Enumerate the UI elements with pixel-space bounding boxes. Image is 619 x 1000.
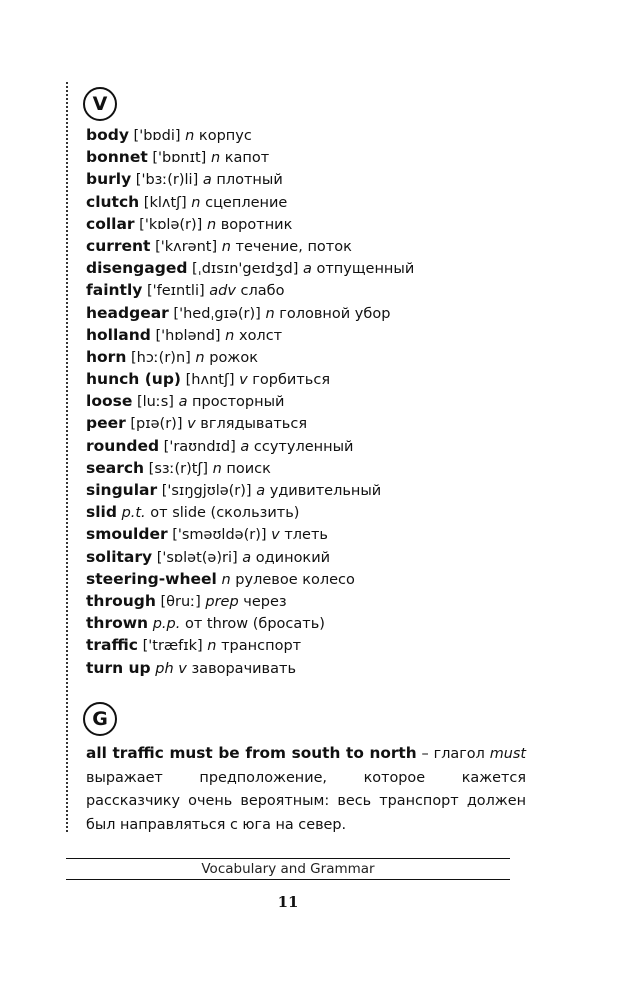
grammar-letter: G [92, 708, 108, 730]
vocab-translation: от slide (скользить) [145, 505, 300, 522]
vocab-word: loose [86, 392, 133, 411]
vocab-grammar-tag: n [212, 460, 222, 477]
vocab-word: faintly [86, 281, 143, 300]
vocab-transcription: ['hedˌgɪə(r)] [168, 305, 266, 322]
vocab-transcription: ['bɜː(r)li] [131, 172, 203, 189]
vocab-transcription: ['raʊndɪd] [159, 438, 241, 455]
vocab-translation: плотный [211, 172, 283, 189]
vocab-grammar-tag: p.t. [121, 505, 146, 522]
vocab-grammar-tag: n [221, 571, 231, 588]
page-number: 11 [277, 893, 299, 911]
vocab-transcription: ['kɒlə(r)] [134, 216, 207, 233]
vocab-entry [86, 279, 566, 301]
vocab-translation: отпущенный [311, 261, 415, 278]
vocab-word: singular [86, 481, 158, 499]
vocab-translation: течение, поток [230, 238, 352, 255]
vocab-entry [86, 479, 566, 501]
vocab-entry [86, 568, 566, 590]
vocab-translation: сцепление [200, 194, 288, 211]
vocab-word: horn [86, 347, 127, 366]
vocab-transcription: [pɪə(r)] [125, 416, 188, 433]
vocab-entry [86, 435, 566, 457]
vocab-entry [86, 191, 566, 213]
vocab-grammar-tag: n [210, 150, 221, 167]
vocab-translation: поиск [221, 460, 271, 477]
vocab-entry [86, 235, 566, 257]
vocab-translation: транспорт [216, 638, 302, 655]
vocab-grammar-tag: a [202, 172, 212, 189]
vocab-translation: через [238, 593, 287, 610]
vocab-grammar-tag: n [207, 638, 217, 655]
vocab-transcription: ['kʌrənt] [150, 238, 222, 255]
vocab-translation: капот [220, 150, 270, 167]
vocab-word: smoulder [86, 525, 168, 544]
vocab-transcription: ['træfɪk] [138, 638, 208, 655]
grammar-text-after: выражает предположение, которое кажется рассказчику очень вероятным: весь транспорт должен был направляться с юга на север. [86, 769, 526, 833]
vocabulary-section-badge [83, 87, 117, 121]
vocab-grammar-tag: a [302, 261, 312, 278]
vocab-entry [86, 457, 566, 479]
vocab-transcription: ['bɒnɪt] [147, 150, 211, 167]
grammar-italic-word: must [489, 746, 526, 762]
vocab-grammar-tag: n [265, 305, 275, 322]
vocab-word: rounded [86, 436, 160, 455]
vocab-word: solitary [86, 547, 153, 566]
vocab-entry [86, 302, 566, 324]
vocab-entry [86, 168, 566, 190]
vocab-translation: холст [234, 327, 283, 344]
vocab-translation: горбиться [247, 372, 331, 389]
grammar-text-before: – глагол [416, 746, 490, 762]
vocab-translation: ссутуленный [249, 438, 354, 455]
footer-rule-bottom [66, 879, 510, 880]
vocab-word: current [86, 236, 151, 255]
vocab-grammar-tag: v [239, 372, 248, 389]
vocab-transcription: ['sɒlət(ə)ri] [152, 549, 243, 566]
vocab-grammar-tag: adv [209, 283, 236, 300]
vocab-entry [86, 501, 566, 523]
vocab-entry [86, 612, 566, 634]
vocab-transcription: [hɔː(r)n] [126, 349, 196, 366]
vocab-entry [86, 257, 566, 279]
vocab-word: thrown [86, 614, 149, 633]
vocab-word: headgear [86, 303, 169, 322]
vocab-translation: удивительный [265, 483, 382, 499]
vocab-word: through [86, 591, 156, 610]
vocab-entry [86, 213, 566, 235]
vocab-entry [86, 590, 566, 612]
vocab-entry [86, 368, 566, 390]
vocab-grammar-tag: prep [205, 593, 239, 610]
vocabulary-list [86, 124, 566, 679]
vocab-word: collar [86, 214, 135, 233]
vocab-transcription: ['sməʊldə(r)] [167, 527, 272, 544]
vocab-word: body [86, 126, 129, 144]
dotted-margin-line [66, 82, 68, 832]
vocab-translation: корпус [194, 128, 252, 144]
vocab-entry [86, 390, 566, 412]
vocab-transcription: [sɜː(r)tʃ] [144, 460, 213, 477]
vocab-grammar-tag: a [242, 549, 252, 566]
vocab-transcription: ['bɒdi] [128, 128, 186, 144]
vocab-entry [86, 657, 566, 679]
vocab-grammar-tag: a [240, 438, 250, 455]
vocab-word: slid [86, 503, 117, 522]
vocab-transcription: [luːs] [132, 394, 179, 411]
vocab-grammar-tag: n [221, 238, 231, 255]
vocab-entry [86, 124, 566, 146]
vocab-transcription: [hʌntʃ] [181, 372, 240, 389]
vocab-transcription: [ˌdɪsɪn'geɪdʒd] [187, 261, 303, 278]
vocab-translation: от throw (бросать) [180, 616, 325, 633]
vocab-grammar-tag: v [187, 416, 196, 433]
grammar-section-badge [83, 702, 117, 736]
vocab-transcription: ['sɪŋgjʊlə(r)] [157, 483, 257, 499]
vocab-entry [86, 346, 566, 368]
vocab-word: burly [86, 170, 132, 189]
vocab-entry [86, 634, 566, 656]
grammar-note [86, 742, 526, 837]
vocab-transcription: ['hɒlənd] [150, 327, 226, 344]
vocab-translation: тлеть [279, 527, 328, 544]
vocab-grammar-tag: v [271, 527, 280, 544]
vocab-grammar-tag: a [256, 483, 266, 499]
vocab-translation: просторный [187, 394, 285, 411]
vocab-grammar-tag: n [225, 327, 235, 344]
vocab-entry [86, 412, 566, 434]
vocab-translation: воротник [216, 216, 293, 233]
vocab-word: disengaged [86, 259, 188, 278]
vocab-entry [86, 324, 566, 346]
vocab-grammar-tag: a [178, 394, 188, 411]
vocab-grammar-tag: n [185, 128, 195, 144]
vocab-grammar-tag: n [195, 349, 205, 366]
vocab-translation: рожок [204, 349, 259, 366]
vocab-grammar-tag: ph v [155, 660, 187, 677]
vocab-transcription: [θruː] [155, 593, 206, 610]
vocab-translation: заворачивать [186, 660, 296, 677]
vocab-translation: головной убор [274, 305, 391, 322]
vocab-translation: рулевое колесо [230, 571, 355, 588]
vocab-translation: слабо [235, 283, 285, 300]
vocab-word: bonnet [86, 148, 148, 167]
vocab-word: traffic [86, 636, 138, 655]
vocab-entry [86, 146, 566, 168]
vocab-grammar-tag: n [191, 194, 201, 211]
vocab-word: steering-wheel [86, 569, 217, 588]
vocab-entry [86, 546, 566, 568]
vocab-transcription: [klʌtʃ] [139, 194, 192, 211]
vocab-word: clutch [86, 192, 140, 211]
vocab-entry [86, 523, 566, 545]
vocab-grammar-tag: n [206, 216, 217, 233]
vocab-word: peer [86, 414, 126, 433]
vocab-word: holland [86, 325, 151, 344]
vocab-word: hunch (up) [86, 370, 182, 389]
vocabulary-letter: V [92, 93, 108, 115]
vocab-word: turn up [86, 658, 151, 677]
footer-label: Vocabulary and Grammar [201, 861, 375, 877]
vocab-grammar-tag: p.p. [152, 616, 181, 633]
vocab-translation: одинокий [251, 549, 331, 566]
vocab-translation: вглядываться [195, 416, 308, 433]
grammar-phrase: all traffic must be from south to north [86, 744, 417, 762]
vocab-word: search [86, 458, 145, 477]
vocab-transcription: ['feɪntli] [142, 283, 210, 300]
